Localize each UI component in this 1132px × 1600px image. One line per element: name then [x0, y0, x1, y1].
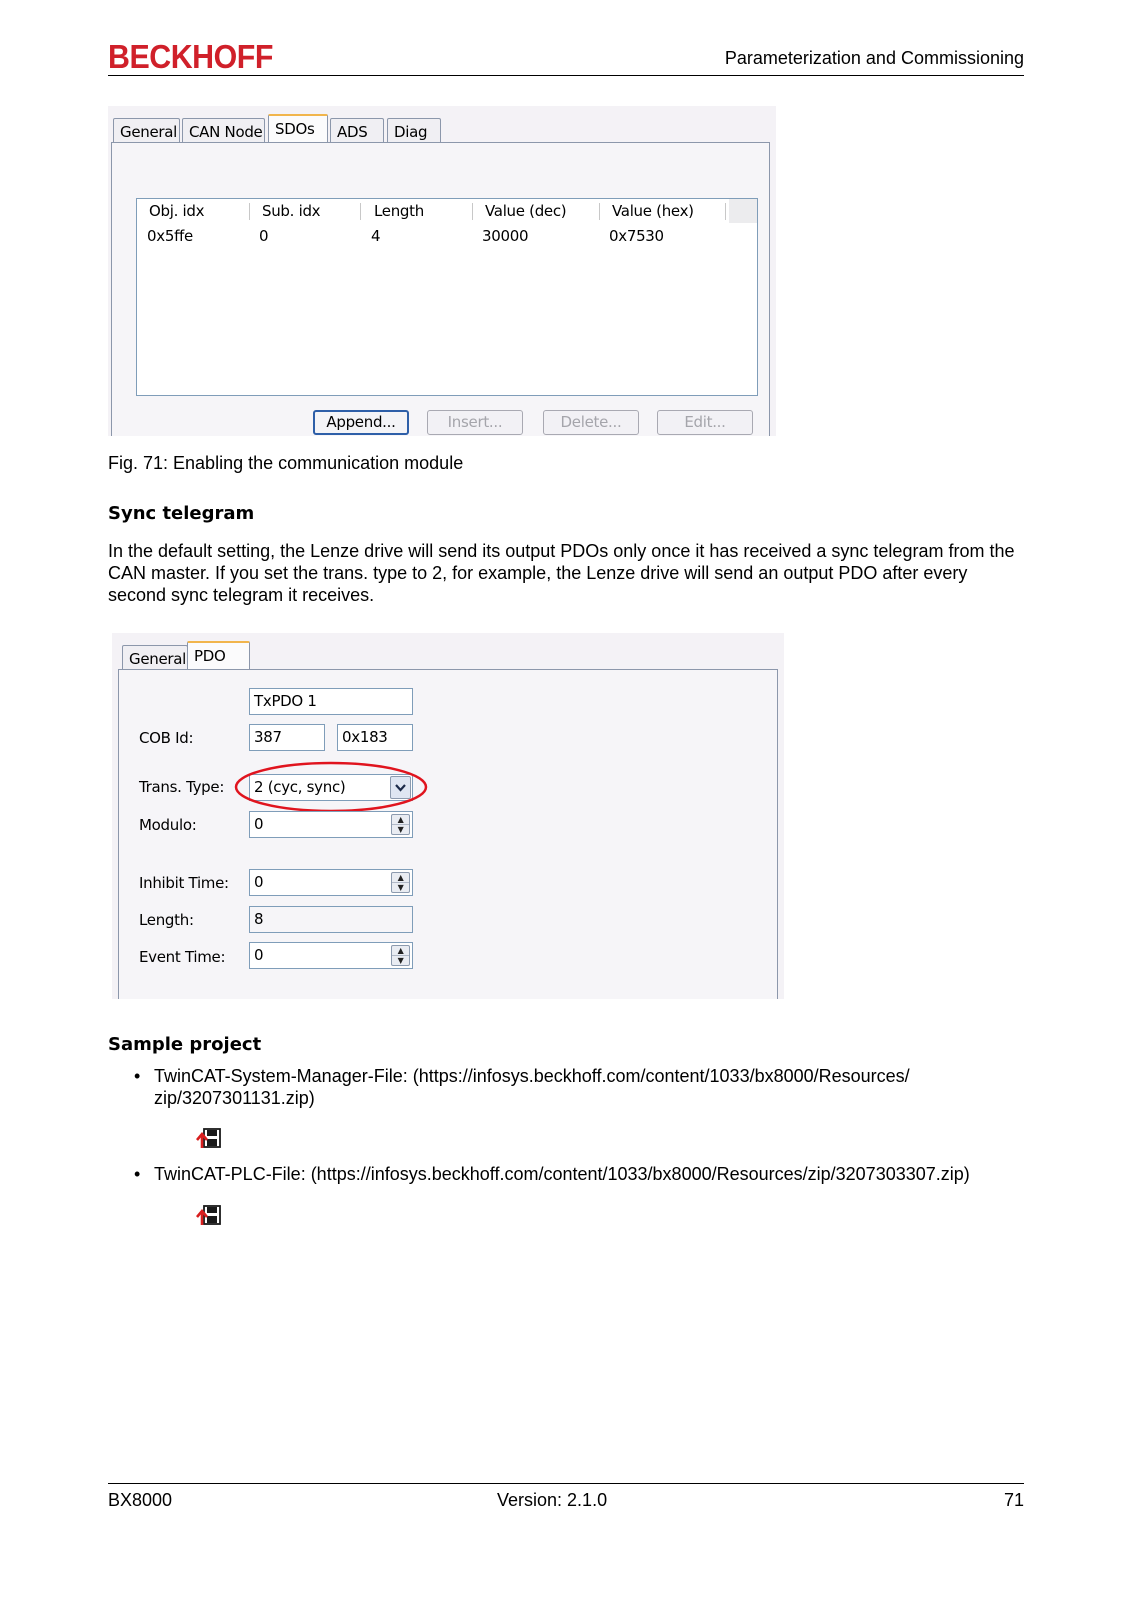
sdo-list[interactable]: [136, 198, 758, 396]
cob-id-dec-field[interactable]: 387: [249, 724, 325, 751]
spin-buttons[interactable]: [391, 945, 410, 966]
spin-buttons[interactable]: [391, 814, 410, 835]
plc-file-link[interactable]: TwinCAT-PLC-File: (https://infosys.beckhoff.com/content/1033/bx8000/Resources/zip/3207303307.zip): [154, 1164, 970, 1184]
inhibit-time-stepper[interactable]: [249, 869, 413, 896]
event-time-label: Event Time:: [139, 948, 226, 966]
edit-button[interactable]: Edit...: [657, 410, 753, 435]
tab-general[interactable]: General: [122, 645, 188, 669]
length-field: 8: [249, 906, 413, 933]
spin-down-icon[interactable]: ▼: [397, 825, 404, 834]
column-separator[interactable]: [360, 203, 361, 220]
tab-diag[interactable]: Diag: [387, 118, 441, 142]
delete-button[interactable]: Delete...: [543, 410, 639, 435]
sync-heading: Sync telegram: [108, 503, 255, 524]
list-header: [137, 199, 757, 223]
cell-sub-idx: 0: [259, 227, 269, 245]
spin-down-icon[interactable]: ▼: [397, 883, 404, 892]
list-item-text[interactable]: [154, 1065, 1014, 1109]
event-time-value: 0: [254, 946, 264, 964]
tab-can-node[interactable]: CAN Node: [182, 118, 265, 142]
highlight-ellipse: [233, 760, 429, 814]
spin-up-icon[interactable]: ▲: [392, 815, 409, 825]
system-manager-link[interactable]: TwinCAT-System-Manager-File: (https://infosys.beckhoff.com/content/1033/bx8000/Resources/: [154, 1066, 910, 1086]
spin-buttons[interactable]: [391, 872, 410, 893]
sdo-panel: [111, 142, 770, 436]
list-item: [134, 1163, 1034, 1185]
event-time-stepper[interactable]: [249, 942, 413, 969]
cell-value-hex: 0x7530: [609, 227, 664, 245]
column-separator[interactable]: [472, 203, 473, 220]
cell-value-dec: 30000: [482, 227, 529, 245]
figure-caption: Fig. 71: Enabling the communication module: [108, 453, 464, 473]
column-sub-idx[interactable]: Sub. idx: [262, 202, 321, 220]
footer-version: Version: 2.1.0: [497, 1490, 608, 1510]
column-separator[interactable]: [249, 203, 250, 220]
footer-page-number: 71: [1003, 1490, 1024, 1510]
column-separator[interactable]: [725, 203, 726, 220]
footer-product: BX8000: [108, 1490, 173, 1510]
tab-pdo[interactable]: PDO: [187, 641, 250, 669]
cob-id-label: COB Id:: [139, 729, 194, 747]
pdo-panel: [118, 669, 778, 999]
download-disk-icon[interactable]: [196, 1128, 222, 1150]
section-title: Parameterization and Commissioning: [724, 48, 1024, 68]
download-disk-icon[interactable]: [196, 1205, 222, 1227]
cell-obj-idx: 0x5ffe: [147, 227, 193, 245]
header-divider: [108, 75, 1024, 76]
cell-length: 4: [371, 227, 381, 245]
tab-general[interactable]: General: [113, 118, 180, 142]
modulo-label: Modulo:: [139, 816, 197, 834]
column-value-dec[interactable]: Value (dec): [485, 202, 567, 220]
sync-paragraph: In the default setting, the Lenze drive will send its output PDOs only once it has received a sync telegram from the CAN master. If you set the trans. type to 2, for example, the Lenze drive will send an output PDO after every second sync telegram it receives.: [108, 541, 1015, 605]
brand-logo: BECKHOFF: [108, 38, 273, 75]
pdo-dialog: [112, 633, 784, 999]
trans-type-label: Trans. Type:: [139, 778, 225, 796]
tab-ads[interactable]: ADS: [330, 118, 384, 142]
list-item: [134, 1065, 1014, 1109]
column-value-hex[interactable]: Value (hex): [612, 202, 694, 220]
pdo-name-field[interactable]: TxPDO 1: [249, 688, 413, 715]
tab-sdos[interactable]: SDOs: [268, 114, 328, 142]
bullet-marker: •: [134, 1066, 141, 1086]
spin-up-icon[interactable]: ▲: [392, 946, 409, 956]
inhibit-time-value: 0: [254, 873, 264, 891]
spin-down-icon[interactable]: ▼: [397, 956, 404, 965]
sdo-dialog: [108, 106, 776, 436]
system-manager-link-cont[interactable]: zip/3207301131.zip): [154, 1088, 315, 1108]
modulo-stepper[interactable]: [249, 811, 413, 838]
cob-id-hex-field[interactable]: 0x183: [337, 724, 413, 751]
sample-heading: Sample project: [108, 1034, 262, 1055]
trans-type-value: 2 (cyc, sync): [254, 778, 346, 796]
append-button[interactable]: Append...: [313, 410, 409, 435]
inhibit-time-label: Inhibit Time:: [139, 874, 229, 892]
insert-button[interactable]: Insert...: [427, 410, 523, 435]
modulo-value: 0: [254, 815, 264, 833]
footer-divider: [108, 1483, 1024, 1484]
column-length[interactable]: Length: [374, 202, 424, 220]
length-label: Length:: [139, 911, 194, 929]
spin-up-icon[interactable]: ▲: [392, 873, 409, 883]
column-separator[interactable]: [599, 203, 600, 220]
header-filler: [729, 199, 757, 223]
bullet-marker: •: [134, 1164, 141, 1184]
column-obj-idx[interactable]: Obj. idx: [149, 202, 205, 220]
